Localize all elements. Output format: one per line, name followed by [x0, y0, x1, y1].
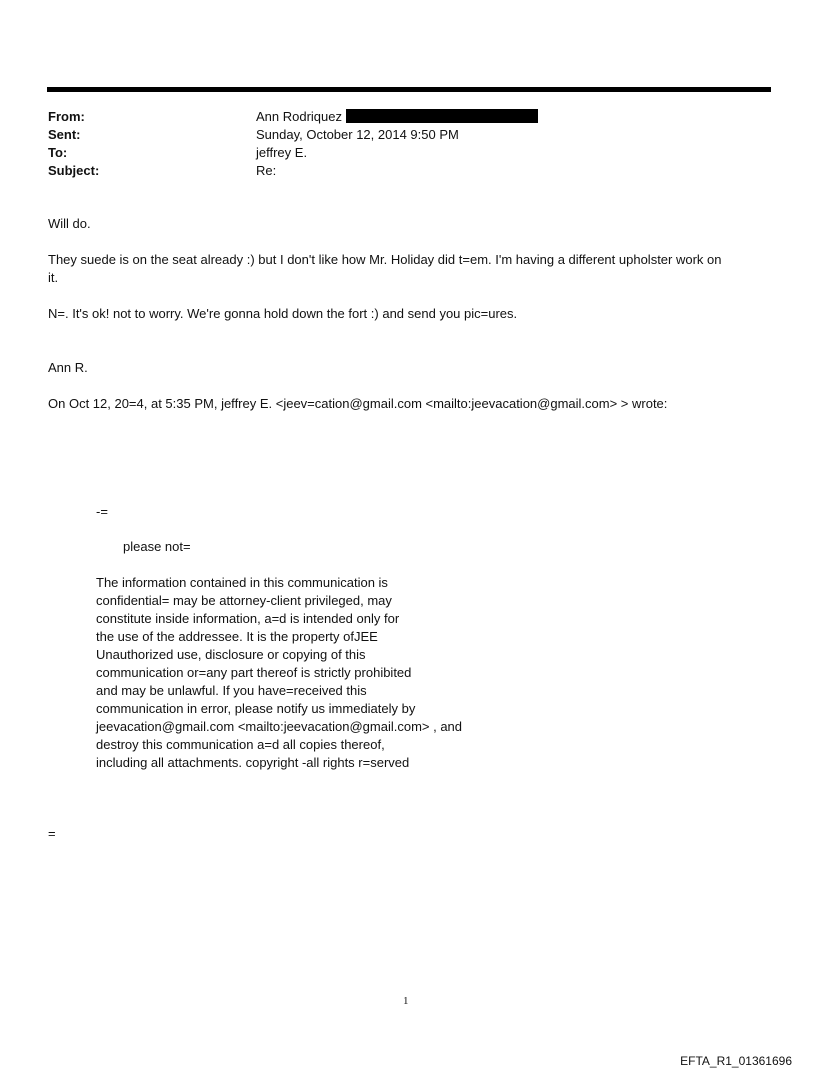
- disclaimer: [96, 574, 462, 772]
- disclaimer-line: jeevacation@gmail.com <mailto:jeevacation@gmail.com> , and: [96, 719, 463, 734]
- bates-number: EFTA_R1_01361696: [680, 1054, 792, 1068]
- from-label: From:: [48, 109, 85, 124]
- from-value: [256, 108, 538, 126]
- disclaimer-line: The information contained in this communication is: [96, 575, 388, 590]
- disclaimer-line: the use of the addressee. It is the property ofJEE: [96, 629, 378, 644]
- disclaimer-line: confidential= may be attorney-client privileged, may: [96, 593, 392, 608]
- to-value: jeffrey E.: [256, 145, 308, 160]
- body-line-2a: They suede is on the seat already :) but I don't like how Mr. Holiday did t=em. I'm having a different upholster work on: [48, 252, 722, 267]
- disclaimer-line: destroy this communication a=d all copies thereof,: [96, 737, 385, 752]
- from-name: Ann Rodriquez: [256, 109, 342, 124]
- quote-text: please not=: [123, 539, 191, 554]
- subject-label: Subject:: [48, 163, 100, 178]
- to-label: To:: [48, 145, 68, 160]
- signature: Ann R.: [48, 360, 88, 375]
- disclaimer-line: Unauthorized use, disclosure or copying of this: [96, 647, 366, 662]
- disclaimer-line: and may be unlawful. If you have=received this: [96, 683, 367, 698]
- body-line-2b: it.: [48, 270, 59, 285]
- quote-intro: On Oct 12, 20=4, at 5:35 PM, jeffrey E. <jeev=cation@gmail.com <mailto:jeevacation@gmail.com> > wrote:: [48, 396, 668, 411]
- quote-mark: -=: [96, 504, 108, 519]
- trailing-mark: =: [48, 826, 56, 841]
- sent-value: Sunday, October 12, 2014 9:50 PM: [256, 127, 459, 142]
- page-number: 1: [403, 995, 409, 1007]
- sent-label: Sent:: [48, 127, 81, 142]
- redaction-bar: [346, 109, 538, 123]
- body-line-1: Will do.: [48, 216, 91, 231]
- disclaimer-line: constitute inside information, a=d is intended only for: [96, 611, 400, 626]
- header-rule: [47, 87, 771, 92]
- subject-value: Re:: [256, 163, 277, 178]
- disclaimer-line: including all attachments. copyright -all rights r=served: [96, 755, 410, 770]
- disclaimer-line: communication or=any part thereof is strictly prohibited: [96, 665, 412, 680]
- disclaimer-line: communication in error, please notify us immediately by: [96, 701, 416, 716]
- body-line-3: N=. It's ok! not to worry. We're gonna hold down the fort :) and send you pic=ures.: [48, 306, 518, 321]
